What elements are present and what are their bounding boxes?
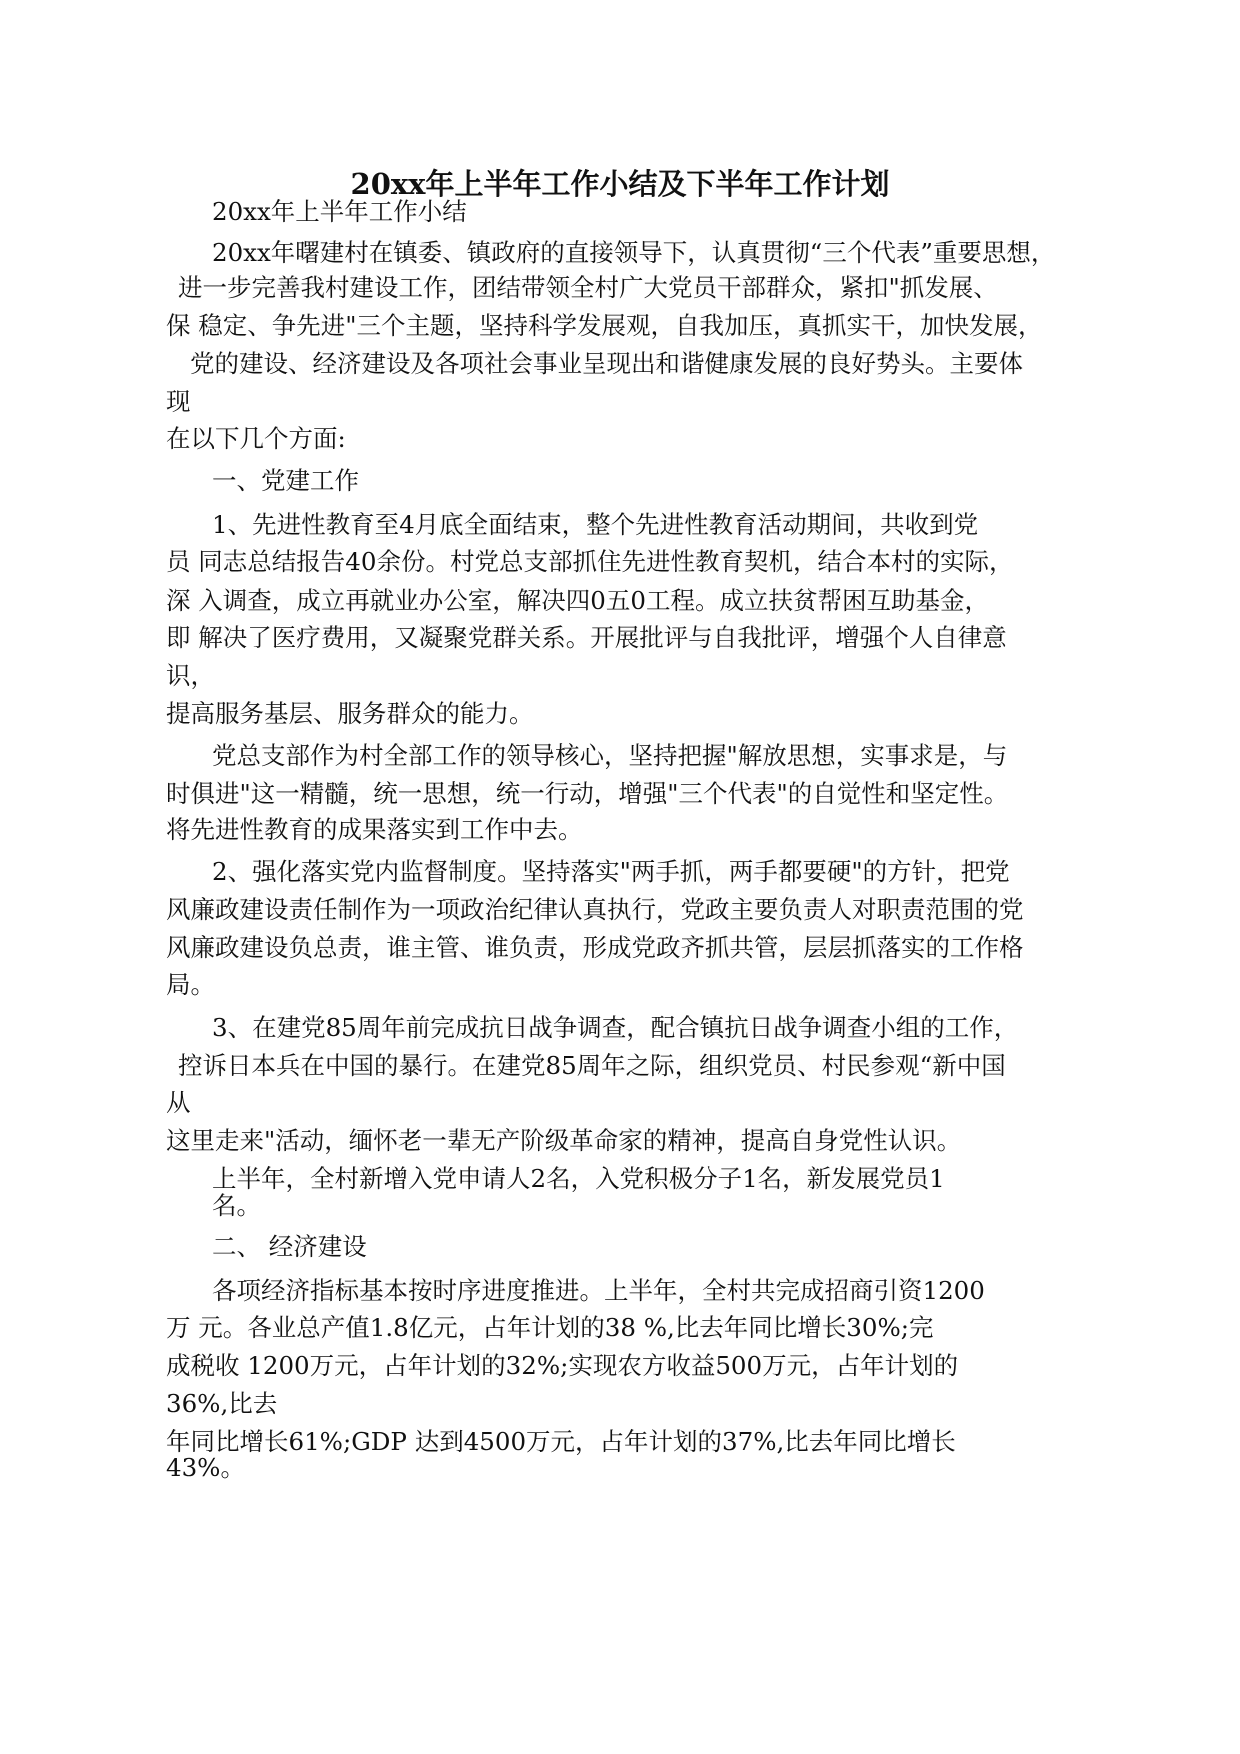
text-line: 这里走来"活动，缅怀老一辈无产阶级革命家的精神，提高自身党性认识。: [166, 1126, 962, 1155]
document-title: 20xx年上半年工作小结及下半年工作计划: [350, 167, 890, 201]
text-line: 上半年，全村新增入党申请人2名，入党积极分子1名，新发展党员1: [212, 1164, 945, 1193]
text-line: 现: [166, 387, 191, 416]
text-line: 时俱进"这一精髓，统一思想，统一行动，增强"三个代表"的自觉性和坚定性。: [166, 779, 1009, 808]
text-line: 党的建设、经济建设及各项社会事业呈现出和谐健康发展的良好势头。主要体: [190, 349, 1023, 378]
text-line: 36%,比去: [166, 1389, 278, 1418]
text-line: 提高服务基层、服务群众的能力。: [166, 699, 534, 728]
text-line: 20xx年上半年工作小结: [212, 197, 467, 226]
text-line: 名。: [212, 1191, 261, 1220]
text-line: 将先进性教育的成果落实到工作中去。: [166, 815, 583, 844]
text-line: 3、在建党85周年前完成抗日战争调查，配合镇抗日战争调查小组的工作，: [212, 1013, 1019, 1042]
text-line: 风廉政建设负总责，谁主管、谁负责，形成党政齐抓共管，层层抓落实的工作格: [166, 933, 1024, 962]
text-line: 即 解决了医疗费用，又凝聚党群关系。开展批评与自我批评，增强个人自律意: [166, 623, 1007, 652]
text-line: 43%。: [166, 1453, 245, 1482]
text-line: 控诉日本兵在中国的暴行。在建党85周年之际，组织党员、村民参观“新中国: [178, 1051, 1006, 1080]
text-line: 1、先进性教育至4月底全面结束，整个先进性教育活动期间，共收到党: [212, 510, 979, 539]
text-line: 2、强化落实党内监督制度。坚持落实"两手抓，两手都要硬"的方针，把党: [212, 857, 1010, 886]
text-line: 局。: [166, 970, 215, 999]
text-line: 进一步完善我村建设工作，团结带领全村广大党员干部群众，紧扣"抓发展、: [178, 273, 998, 302]
text-line: 保 稳定、争先进"三个主题，坚持科学发展观，自我加压，真抓实干，加快发展，: [166, 311, 1043, 340]
text-line: 从: [166, 1088, 191, 1117]
text-line: 各项经济指标基本按时序进度推进。上半年，全村共完成招商引资1200: [212, 1276, 985, 1305]
text-line: 党总支部作为村全部工作的领导核心，坚持把握"解放思想，实事求是，与: [212, 741, 1008, 770]
section-heading: 一、党建工作: [212, 466, 359, 495]
text-line: 20xx年曙建村在镇委、镇政府的直接领导下，认真贯彻“三个代表”重要思想，: [212, 238, 1056, 267]
text-line: 在以下几个方面:: [166, 424, 346, 453]
text-line: 识，: [166, 661, 215, 690]
text-line: 风廉政建设责任制作为一项政治纪律认真执行，党政主要负责人对职责范围的党: [166, 895, 1024, 924]
text-line: 深 入调查，成立再就业办公室，解决四0五0工程。成立扶贫帮困互助基金，: [166, 586, 989, 615]
text-line: 员 同志总结报告40余份。村党总支部抓住先进性教育契机，结合本村的实际，: [166, 547, 1014, 576]
text-line: 年同比增长61%;GDP 达到4500万元，占年计划的37%,比去年同比增长: [166, 1427, 956, 1456]
text-line: 成税收 1200万元，占年计划的32%;实现农方收益500万元，占年计划的: [166, 1351, 959, 1380]
text-line: 万 元。各业总产值1.8亿元，占年计划的38 %,比去年同比增长30%;完: [166, 1313, 934, 1342]
section-heading: 二、 经济建设: [212, 1232, 367, 1261]
